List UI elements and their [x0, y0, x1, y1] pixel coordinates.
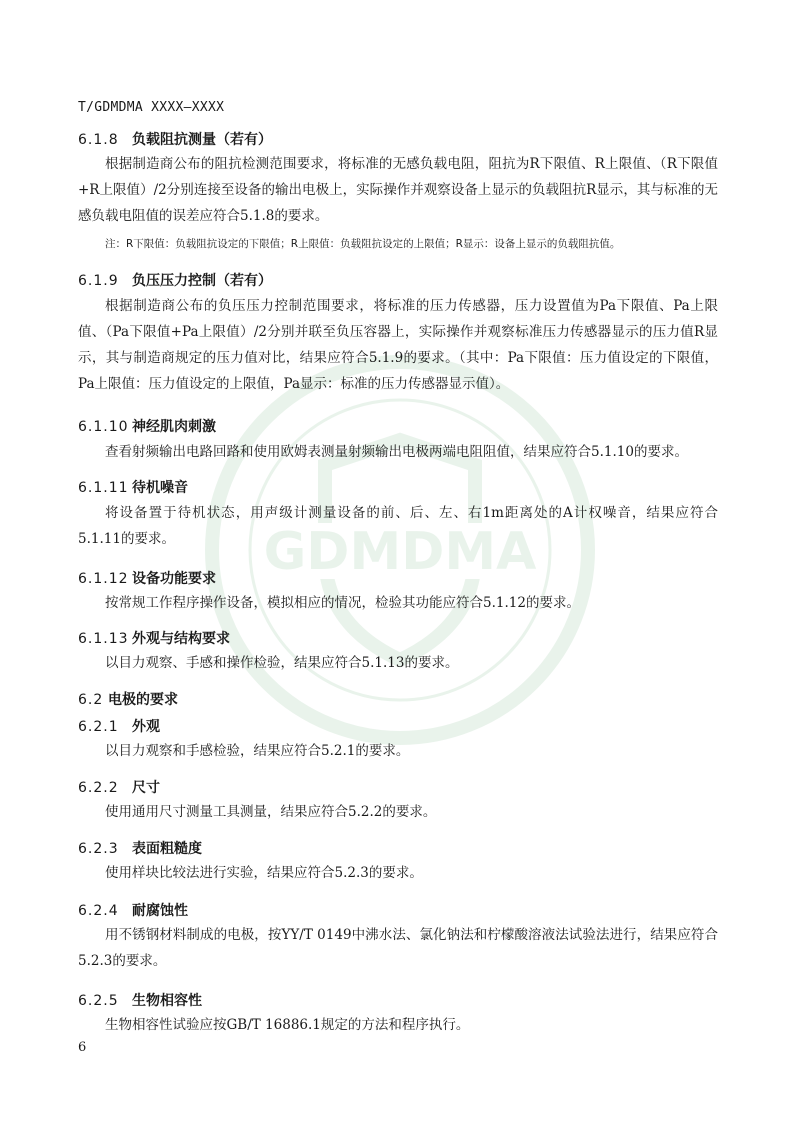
- section-number: 6.1.8: [78, 132, 119, 148]
- section-number: 6.2.4: [78, 903, 119, 919]
- section-heading-6-2-3: [78, 838, 202, 858]
- section-body-6-2-4: 用不锈钢材料制成的电极，按YY/T 0149中沸水法、氯化钠法和柠檬酸溶液法试验法进行，结果应符合5.2.3的要求。: [78, 927, 718, 969]
- section-body-6-1-8: 根据制造商公布的阻抗检测范围要求，将标准的无感负载电阻，阻抗为R下限值、R上限值、（R下限值+R上限值）/2分别连接至设备的输出电极上，实际操作并观察设备上显示的负载阻抗R显示，其与标准的无感负载电阻值的误差应符合5.1.8的要求。: [78, 156, 718, 224]
- section-title: 负载阻抗测量（若有）: [132, 132, 272, 148]
- section-heading-6-2-4: [78, 900, 188, 920]
- page-number: 6: [78, 1040, 87, 1055]
- section-heading-6-2-2: [78, 777, 160, 797]
- section-heading-6-1-8: [78, 129, 272, 149]
- section-body-6-1-13: 以目力观察、手感和操作检验，结果应符合5.1.13的要求。: [105, 655, 459, 671]
- section-heading-6-1-9: [78, 270, 272, 290]
- section-number: 6.1.10: [78, 419, 129, 435]
- section-body-6-1-11: 将设备置于待机状态，用声级计测量设备的前、后、左、右1m距离处的A计权噪音，结果应符合5.1.11的要求。: [78, 505, 718, 547]
- section-title: 待机噪音: [132, 480, 188, 496]
- section-number: 6.2.1: [78, 719, 119, 735]
- section-title: 外观与结构要求: [132, 631, 230, 647]
- section-number: 6.1.12: [78, 571, 129, 587]
- section-number: 6.2.5: [78, 993, 119, 1009]
- section-title: 外观: [132, 719, 160, 735]
- section-heading-6-2-1: [78, 716, 160, 736]
- section-body-6-2-3: 使用样块比较法进行实验，结果应符合5.2.3的要求。: [105, 865, 423, 881]
- section-heading-6-1-10: [78, 416, 216, 436]
- section-title: 表面粗糙度: [132, 841, 202, 857]
- section-number: 6.2: [78, 692, 104, 708]
- section-number: 6.1.13: [78, 631, 129, 647]
- svg-text:GDMDMA: GDMDMA: [263, 522, 537, 582]
- section-title: 设备功能要求: [132, 571, 216, 587]
- section-title: 生物相容性: [132, 993, 202, 1009]
- section-body-6-2-2: 使用通用尺寸测量工具测量，结果应符合5.2.2的要求。: [105, 804, 437, 820]
- section-number: 6.2.3: [78, 841, 119, 857]
- section-heading-6-1-13: [78, 628, 230, 648]
- section-title: 负压压力控制（若有）: [132, 273, 272, 289]
- section-body-6-1-9: 根据制造商公布的负压压力控制范围要求，将标准的压力传感器，压力设置值为Pa下限值、Pa上限值、（Pa下限值+Pa上限值）/2分别并联至负压容器上，实际操作并观察标准压力传感器显示的压力值R显示，其与制造商规定的压力值对比，结果应符合5.1.9的要求。（其中：Pa下限值：压力值设定的下限值，Pa上限值：压力值设定的上限值，Pa显示：标准的压力传感器显示值）。: [78, 298, 718, 392]
- section-number: 6.1.9: [78, 273, 119, 289]
- section-heading-6-1-12: [78, 568, 216, 588]
- section-title: 尺寸: [132, 780, 160, 796]
- section-title: 电极的要求: [108, 692, 178, 708]
- section-title: 耐腐蚀性: [132, 903, 188, 919]
- section-note-6-1-8: 注：R下限值：负载阻抗设定的下限值；R上限值：负载阻抗设定的上限值；R显示：设备上显示的负载阻抗值。: [105, 238, 621, 250]
- section-body-6-1-10: 查看射频输出电路回路和使用欧姆表测量射频输出电极两端电阻阻值，结果应符合5.1.10的要求。: [105, 444, 688, 460]
- section-heading-6-2-5: [78, 990, 202, 1010]
- section-heading-6-1-11: [78, 477, 188, 497]
- section-number: 6.1.11: [78, 480, 129, 496]
- section-heading-6-2: [78, 689, 178, 709]
- section-title: 神经肌肉刺激: [132, 419, 216, 435]
- section-body-6-1-12: 按常规工作程序操作设备，模拟相应的情况，检验其功能应符合5.1.12的要求。: [105, 595, 580, 611]
- section-body-6-2-5: 生物相容性试验应按GB/T 16886.1规定的方法和程序执行。: [105, 1017, 470, 1033]
- section-number: 6.2.2: [78, 780, 119, 796]
- document-id: T/GDMDMA XXXX—XXXX: [78, 100, 225, 115]
- section-body-6-2-1: 以目力观察和手感检验，结果应符合5.2.1的要求。: [105, 743, 410, 759]
